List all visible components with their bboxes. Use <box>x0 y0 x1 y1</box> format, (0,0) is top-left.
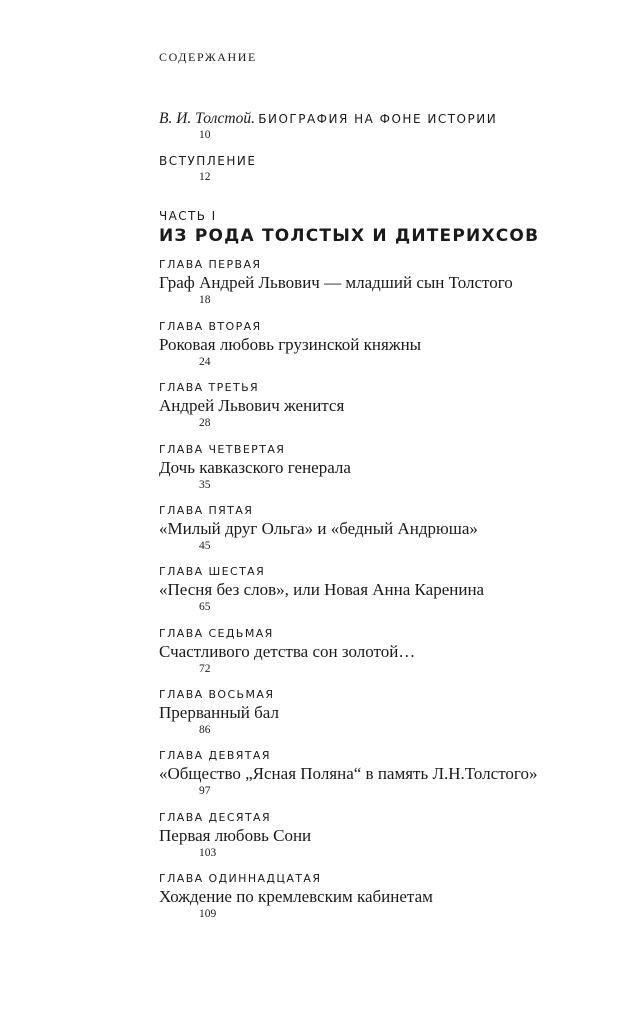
chapter-label: ГЛАВА ОДИННАДЦАТАЯ <box>159 872 322 885</box>
chapter-title: «Общество „Ясная Поляна“ в память Л.Н.Толстого» <box>159 764 538 783</box>
intro-title: БИОГРАФИЯ НА ФОНЕ ИСТОРИИ <box>258 112 498 126</box>
chapter-page-number: 72 <box>199 663 211 675</box>
chapter-label: ГЛАВА ПЕРВАЯ <box>159 258 262 271</box>
chapter-label: ГЛАВА ВТОРАЯ <box>159 320 262 333</box>
chapter-label: ГЛАВА ВОСЬМАЯ <box>159 688 275 701</box>
chapter-page-number: 24 <box>199 356 211 368</box>
chapter-page-number: 18 <box>199 294 211 306</box>
chapter-entry[interactable] <box>159 688 279 737</box>
intro-entry-biography[interactable] <box>159 110 497 142</box>
intro-author: В. И. Толстой. <box>159 110 255 127</box>
chapter-title: «Песня без слов», или Новая Анна Каренина <box>159 580 485 599</box>
chapter-title: Граф Андрей Львович — младший сын Толстого <box>159 273 513 292</box>
chapter-title: Роковая любовь грузинской княжны <box>159 335 422 354</box>
part-label: ЧАСТЬ I <box>159 209 217 223</box>
chapter-entry[interactable] <box>159 320 421 369</box>
chapter-label: ГЛАВА ШЕСТАЯ <box>159 565 266 578</box>
part-title: ИЗ РОДА ТОЛСТЫХ И ДИТЕРИХСОВ <box>159 226 540 246</box>
chapter-entry[interactable] <box>159 872 433 921</box>
chapter-page-number: 65 <box>199 601 211 613</box>
chapter-label: ГЛАВА ТРЕТЬЯ <box>159 381 260 394</box>
chapter-entry[interactable] <box>159 443 351 492</box>
part-header <box>159 208 539 248</box>
chapter-entry[interactable] <box>159 627 415 676</box>
chapter-label: ГЛАВА ДЕСЯТАЯ <box>159 811 272 824</box>
intro-page-number: 10 <box>199 129 211 141</box>
chapter-title: Счастливого детства сон золотой… <box>159 642 416 661</box>
chapter-title: Хождение по кремлевским кабинетам <box>159 887 433 906</box>
chapter-page-number: 35 <box>199 479 211 491</box>
chapter-title: Первая любовь Сони <box>159 826 312 845</box>
chapter-label: ГЛАВА СЕДЬМАЯ <box>159 627 274 640</box>
chapter-page-number: 103 <box>199 847 217 859</box>
intro-entry-introduction[interactable] <box>159 152 256 184</box>
chapter-entry[interactable] <box>159 749 537 798</box>
chapter-title: Андрей Львович женится <box>159 396 345 415</box>
intro-title: ВСТУПЛЕНИЕ <box>159 154 257 168</box>
chapter-label: ГЛАВА ПЯТАЯ <box>159 504 254 517</box>
chapter-page-number: 97 <box>199 785 211 797</box>
chapter-title: «Милый друг Ольга» и «бедный Андрюша» <box>159 519 478 538</box>
chapter-label: ГЛАВА ДЕВЯТАЯ <box>159 749 271 762</box>
intro-page-number: 12 <box>199 171 211 183</box>
chapter-page-number: 109 <box>199 908 217 920</box>
toc-heading: СОДЕРЖАНИЕ <box>159 50 257 64</box>
chapter-page-number: 86 <box>199 724 211 736</box>
chapter-title: Прерванный бал <box>159 703 279 722</box>
chapter-page-number: 28 <box>199 417 211 429</box>
chapter-page-number: 45 <box>199 540 211 552</box>
chapter-label: ГЛАВА ЧЕТВЕРТАЯ <box>159 443 286 456</box>
chapter-entry[interactable] <box>159 504 478 553</box>
chapter-entry[interactable] <box>159 565 484 614</box>
chapter-entry[interactable] <box>159 258 513 307</box>
chapter-entry[interactable] <box>159 381 344 430</box>
chapter-entry[interactable] <box>159 811 311 860</box>
chapter-title: Дочь кавказского генерала <box>159 458 351 477</box>
